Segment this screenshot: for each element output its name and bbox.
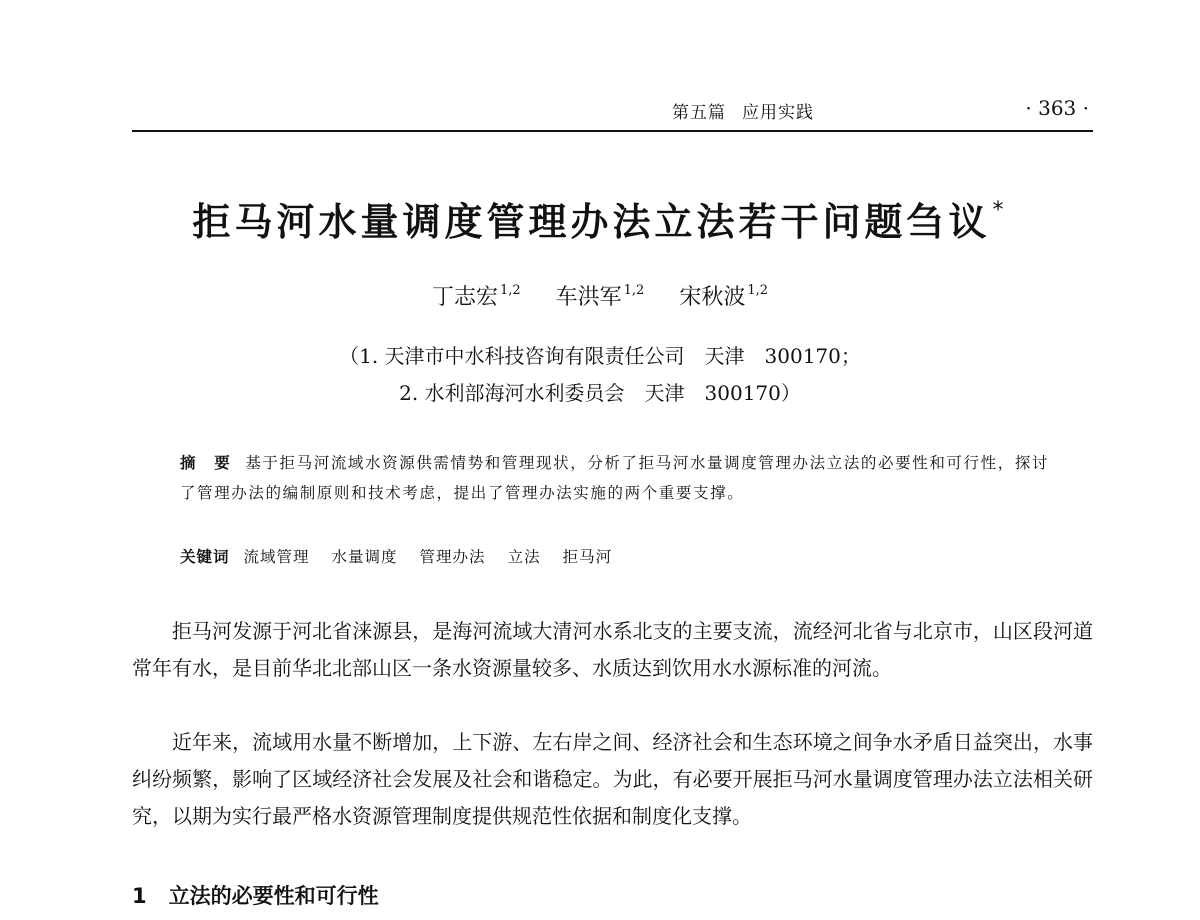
author-2: 车洪军 $^{1,2}$ — [555, 283, 645, 310]
page-number: · 363 · — [1025, 96, 1089, 120]
keyword: 水量调度 — [331, 548, 398, 566]
author-list — [0, 280, 1200, 311]
section-title: 立法的必要性和可行性 — [168, 884, 379, 908]
abstract-text: 基于拒马河流域水资源供需情势和管理现状，分析了拒马河水量调度管理办法立法的必要性和可行性，探讨了管理办法的编制原则和技术考虑，提出了管理办法实施的两个重要支撑。 — [180, 454, 1050, 502]
abstract — [180, 448, 1055, 508]
keyword: 流域管理 — [243, 548, 310, 566]
keywords-label: 关键词 — [180, 548, 230, 566]
keywords — [180, 545, 1055, 567]
section-number: 1 — [132, 884, 147, 908]
keyword: 拒马河 — [562, 548, 613, 566]
section-heading-1 — [132, 880, 379, 910]
keyword: 立法 — [507, 548, 541, 566]
title-footnote-mark: * — [992, 198, 1008, 223]
part-title: 应用实践 — [742, 103, 814, 123]
author-1: 丁志宏 $^{1,2}$ — [431, 283, 521, 310]
affiliation-1: （1. 天津市中水科技咨询有限责任公司 天津 300170； — [339, 344, 861, 368]
keyword: 管理办法 — [419, 548, 486, 566]
abstract-label: 摘 要 — [180, 454, 232, 472]
body-paragraph-2: 近年来，流域用水量不断增加，上下游、左右岸之间、经济社会和生态环境之间争水矛盾日益突出，水事纠纷频繁，影响了区域经济社会发展及社会和谐稳定。为此，有必要开展拒马河水量调度管理办法立法相关研究，以期为实行最严格水资源管理制度提供规范性依据和制度化支撑。 — [132, 730, 1093, 828]
body-paragraph-1: 拒马河发源于河北省涞源县，是海河流域大清河水系北支的主要支流，流经河北省与北京市，山区段河道常年有水，是目前华北北部山区一条水资源量较多、水质达到饮用水水源标准的河流。 — [132, 619, 1093, 680]
section-name — [672, 98, 814, 123]
article-title: 拒马河水量调度管理办法立法若干问题刍议 — [192, 200, 991, 244]
running-header — [132, 96, 1093, 132]
part-label: 第五篇 — [672, 103, 726, 123]
article-title-block — [0, 191, 1200, 246]
affiliation-2: 2. 水利部海河水利委员会 天津 300170） — [399, 381, 801, 405]
author-3: 宋秋波 $^{1,2}$ — [679, 283, 769, 310]
